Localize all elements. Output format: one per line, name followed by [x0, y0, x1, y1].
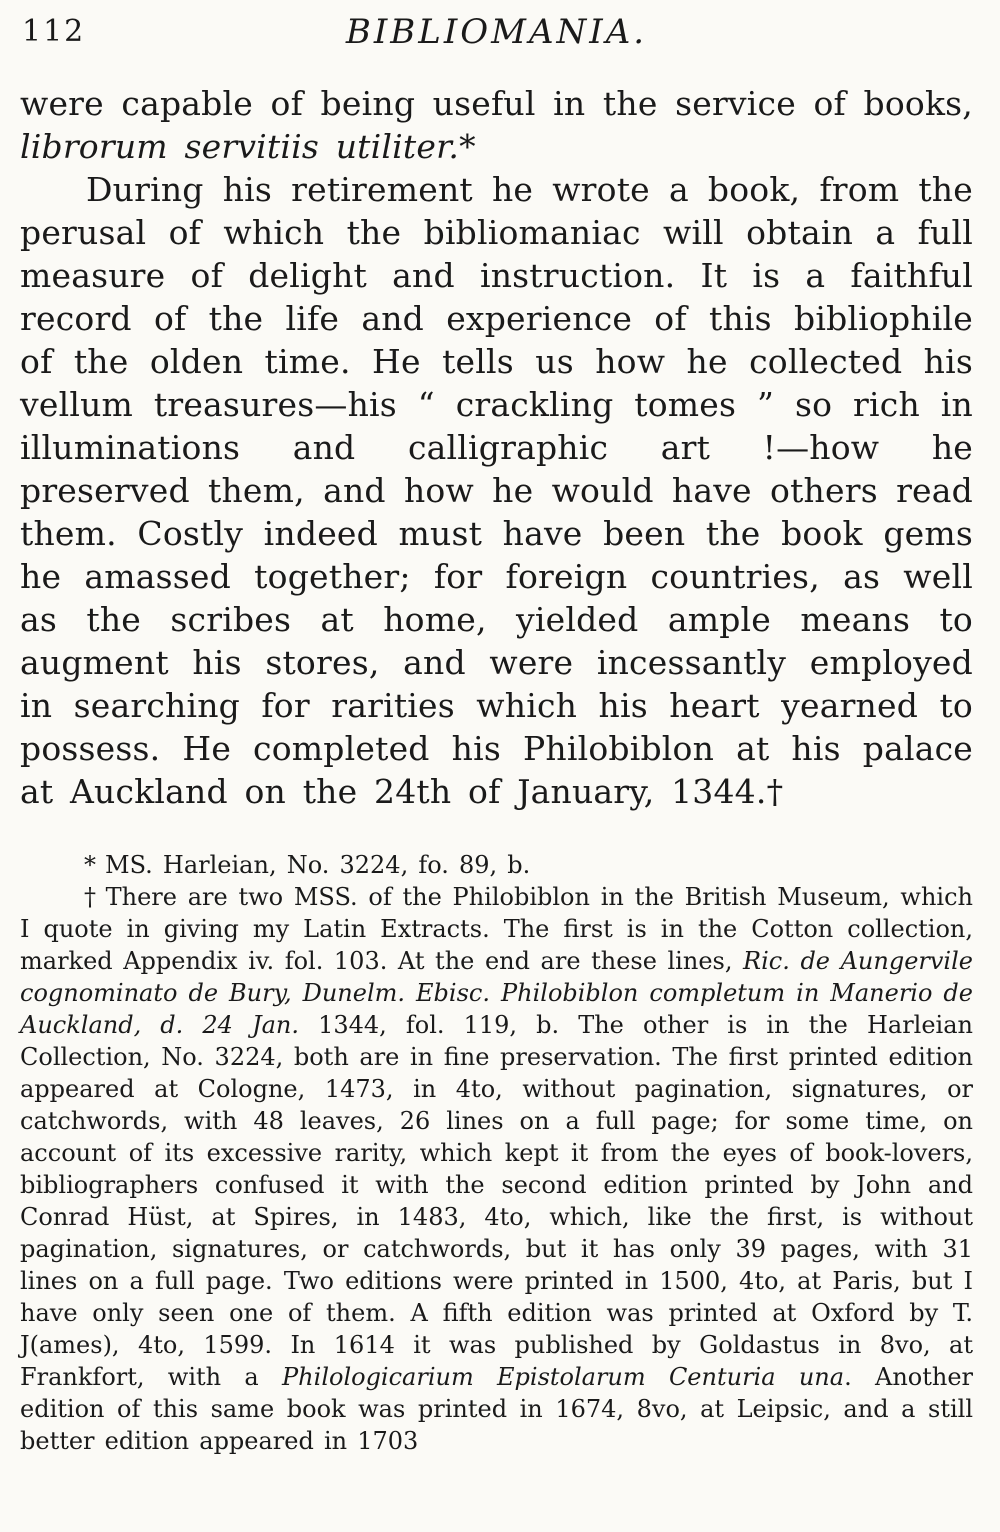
- text-segment: 1344, fol. 119, b. The other is in the Harleian Collection, No. 3224, both are in fine preservation. The first printed edition appeared at Cologne, 1473, in 4to, without pagination, signatures, or catchwords, with 48 leaves, 26 lines on a full page; for some time, on account of its excessive rarity, which kept it from the eyes of book-lovers, bibliographers confused it with the second edition printed by John and Conrad Hüst, at Spires, in 1483, 4to, which, like the first, is without pagination, signatures, or catchwords, but it has only 39 pages, with 31 lines on a full page. Two editions were printed in 1500, 4to, at Paris, but I have only seen one of them. A fifth edition was printed at Oxford by T. J(ames), 4to, 1599. In 1614 it was published by Goldastus in 8vo, at Frankfort, with a: [20, 1011, 974, 1391]
- italic-text-segment: librorum servitiis utiliter.: [20, 127, 460, 166]
- footnote: [20, 881, 973, 1457]
- running-title: BIBLIOMANIA.: [345, 12, 648, 52]
- footnote-marker: †: [84, 883, 97, 911]
- text-segment: *: [459, 127, 476, 166]
- body-paragraph: [20, 82, 973, 168]
- footnote: [20, 849, 973, 881]
- page-header: [20, 12, 973, 58]
- text-segment: MS. Harleian, No. 3224, fo. 89, b.: [105, 851, 531, 879]
- text-segment: There are two MSS. of the Philobiblon in the British Museum, which I quote in giving my Latin Extracts. The first is in the Cotton collection, marked Appendix iv. fol. 103. At the end are these lines,: [20, 883, 973, 975]
- footnotes: [20, 849, 973, 1457]
- text-segment: were capable of being useful in the service of books,: [20, 84, 973, 123]
- footnote-marker: *: [84, 851, 96, 879]
- body-paragraph: [20, 168, 973, 813]
- text-segment: . Another edition of this same book was printed in 1674, 8vo, at Leipsic, and a still better edition appeared in 1703: [20, 1363, 974, 1455]
- body-text: [20, 82, 973, 813]
- italic-text-segment: Philologicarium Epistolarum Centuria una: [282, 1363, 845, 1391]
- italic-text-segment: Ric. de Aungervile cognominato de Bury, Dunelm. Ebisc. Philobiblon completum in Manerio de Auckland, d. 24 Jan.: [20, 947, 973, 1039]
- text-segment: During his retirement he wrote a book, from the perusal of which the bibliomaniac will obtain a full measure of delight and instruction. It is a faithful record of the life and experience of this bibliophile of the olden time. He tells us how he collected his vellum treasures—his “ crackling tomes ” so rich in illuminations and calligraphic art !—how he preserved them, and how he would have others read them. Costly indeed must have been the book gems he amassed together; for foreign countries, as well as the scribes at home, yielded ample means to augment his stores, and were incessantly employed in searching for rarities which his heart yearned to possess. He completed his Philobiblon at his palace at Auckland on the 24th of January, 1344.†: [20, 170, 973, 811]
- page-number: 112: [22, 14, 86, 49]
